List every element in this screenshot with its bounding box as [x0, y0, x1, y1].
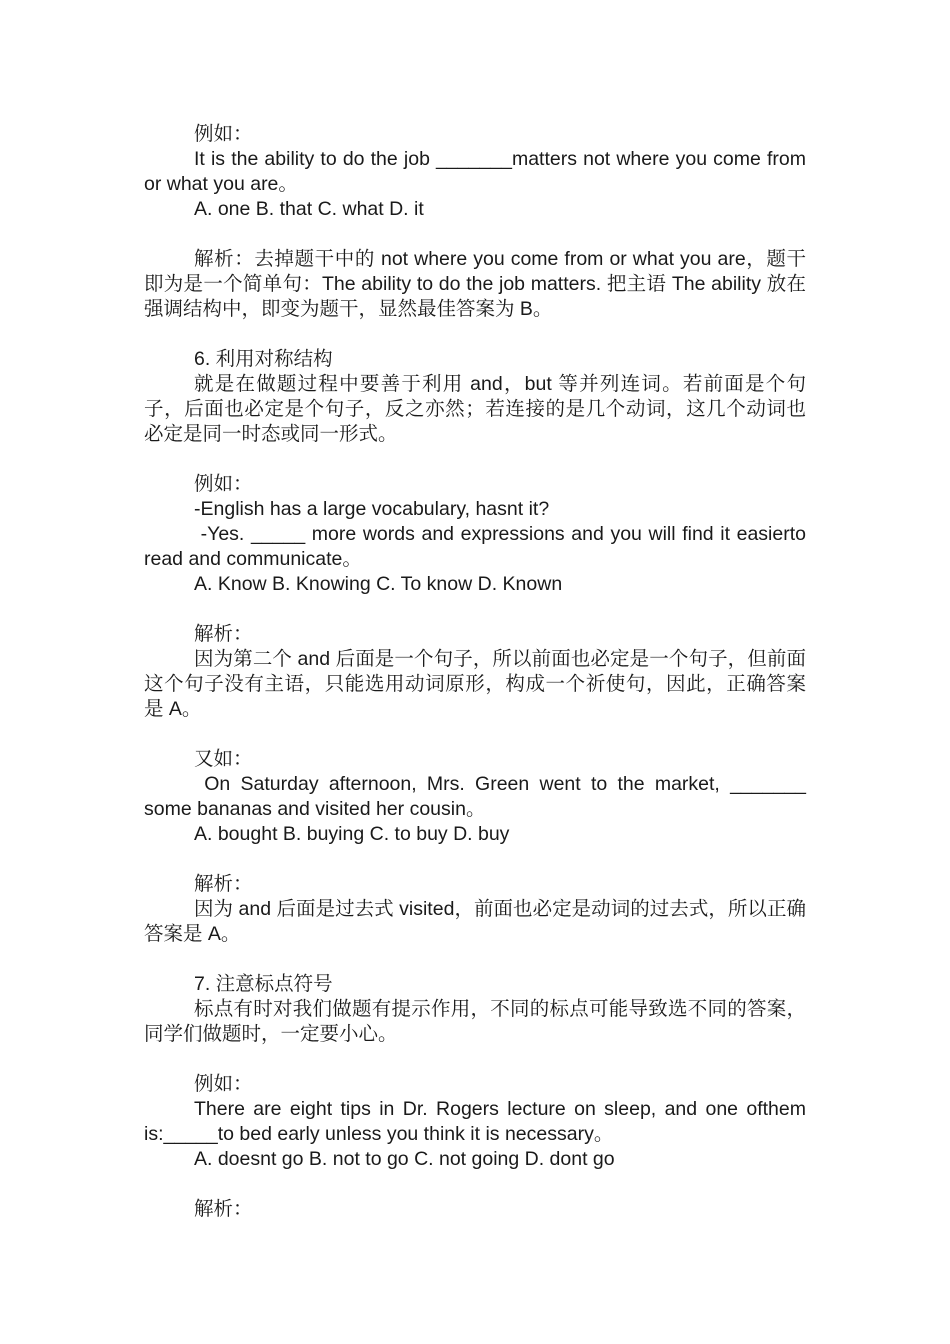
- analysis-label: 解析：: [194, 623, 253, 645]
- question-text: It is the ability to do the job _______matters not where you come from or what you are。: [144, 148, 812, 195]
- blank-line: [144, 322, 806, 347]
- example-label: 例如：: [194, 123, 253, 145]
- question-text: There are eight tips in Dr. Rogers lecture on sleep, and one ofthem is:_____to bed early unless you think it is necessary。: [144, 1098, 812, 1145]
- section-heading: 7. 注意标点符号: [194, 973, 333, 995]
- analysis-text: 解析：去掉题干中的 not where you come from or what you are，题干即为是一个简单句：The ability to do the job matters. 把主语 The ability 放在强调结构中，即变为题干，显然最佳答案为 B。: [144, 248, 806, 320]
- document-body: [144, 122, 812, 1222]
- blank-line: [144, 1047, 806, 1072]
- answer-options: A. doesnt go B. not to go C. not going D. dont go: [194, 1148, 615, 1170]
- answer-options: A. Know B. Knowing C. To know D. Known: [194, 573, 563, 595]
- blank-line: [144, 847, 806, 872]
- section-body: 就是在做题过程中要善于利用 and，but 等并列连词。若前面是个句子，后面也必定是个句子，反之亦然；若连接的是几个动词，这几个动词也必定是同一时态或同一形式。: [144, 373, 806, 445]
- question-text: -English has a large vocabulary, hasnt it?: [194, 498, 550, 520]
- blank-line: [144, 597, 806, 622]
- question-text: On Saturday afternoon, Mrs. Green went to the market, _______ some bananas and visited her cousin。: [144, 773, 812, 820]
- answer-options: A. bought B. buying C. to buy D. buy: [194, 823, 510, 845]
- answer-options: A. one B. that C. what D. it: [194, 198, 424, 220]
- section-body: 标点有时对我们做题有提示作用，不同的标点可能导致选不同的答案，同学们做题时，一定要小心。: [144, 998, 806, 1045]
- blank-line: [144, 947, 806, 972]
- blank-line: [144, 1172, 806, 1197]
- analysis-label: 解析：: [194, 1198, 253, 1220]
- blank-line: [144, 722, 806, 747]
- question-text: -Yes. _____ more words and expressions and you will find it easierto read and communicate。: [144, 523, 812, 570]
- analysis-text: 因为第二个 and 后面是一个句子，所以前面也必定是一个句子，但前面这个句子没有主语，只能选用动词原形，构成一个祈使句，因此，正确答案是 A。: [144, 648, 806, 720]
- example-label: 例如：: [194, 1073, 253, 1095]
- blank-line: [144, 222, 806, 247]
- blank-line: [144, 447, 806, 472]
- example-label: 又如：: [194, 748, 253, 770]
- analysis-label: 解析：: [194, 873, 253, 895]
- example-label: 例如：: [194, 473, 253, 495]
- section-heading: 6. 利用对称结构: [194, 348, 333, 370]
- analysis-text: 因为 and 后面是过去式 visited，前面也必定是动词的过去式，所以正确答案是 A。: [144, 898, 806, 945]
